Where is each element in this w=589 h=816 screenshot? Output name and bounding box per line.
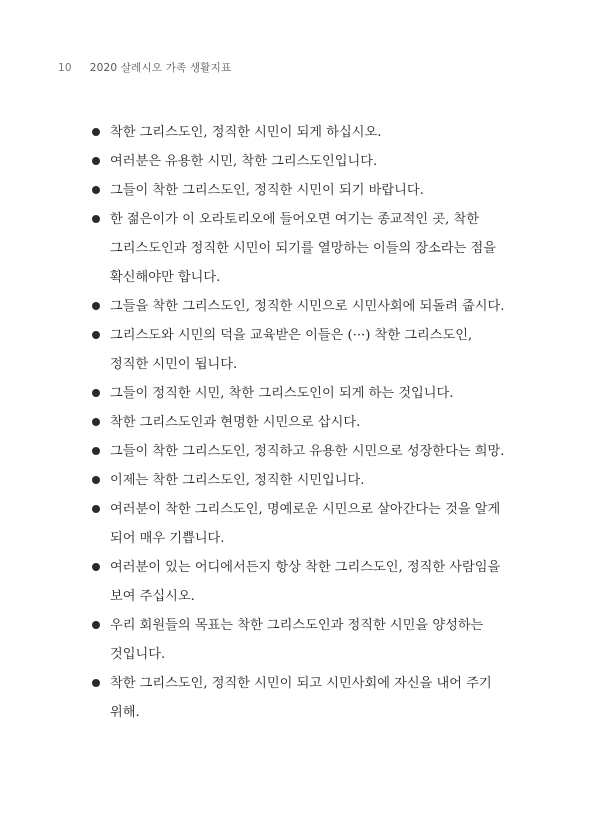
bullet-icon [92, 447, 100, 455]
list-item [92, 292, 512, 321]
bullet-icon [92, 476, 100, 484]
list-item [92, 147, 512, 176]
list-item-text: 그들이 착한 그리스도인, 정직한 시민이 되기 바랍니다. [110, 183, 424, 198]
bullet-icon [92, 418, 100, 426]
bullet-icon [92, 389, 100, 397]
list-item [92, 118, 512, 147]
bullet-icon [92, 563, 100, 571]
list-item-text: 이제는 착한 그리스도인, 정직한 시민입니다. [110, 473, 365, 488]
bullet-icon [92, 157, 100, 165]
list-item-text: 우리 회원들의 목표는 착한 그리스도인과 정직한 시민을 양성하는 것입니다. [110, 618, 484, 662]
bullet-icon [92, 679, 100, 687]
list-item-text: 그들을 착한 그리스도인, 정직한 시민으로 시민사회에 되돌려 줍시다. [110, 299, 505, 314]
page-number: 10 [58, 62, 72, 74]
list-item-text: 착한 그리스도인과 현명한 시민으로 삽시다. [110, 415, 361, 430]
bullet-icon [92, 128, 100, 136]
bullet-icon [92, 186, 100, 194]
bullet-icon [92, 215, 100, 223]
list-item [92, 669, 512, 727]
list-item [92, 495, 512, 553]
list-item-text: 그들이 정직한 시민, 착한 그리스도인이 되게 하는 것입니다. [110, 386, 454, 401]
quote-list [92, 118, 512, 727]
list-item [92, 321, 512, 379]
list-item-text: 착한 그리스도인, 정직한 시민이 되게 하십시오. [110, 125, 382, 140]
list-item-text: 한 젊은이가 이 오라토리오에 들어오면 여기는 종교적인 곳, 착한 그리스도인과 정직한 시민이 되기를 열망하는 이들의 장소라는 점을 확신해야만 합니다. [110, 212, 497, 285]
list-item [92, 408, 512, 437]
list-item [92, 379, 512, 408]
list-item-text: 여러분이 있는 어디에서든지 항상 착한 그리스도인, 정직한 사람임을 보여 주십시오. [110, 560, 501, 604]
list-item [92, 437, 512, 466]
list-item-text: 여러분이 착한 그리스도인, 명예로운 시민으로 살아간다는 것을 알게 되어 매우 기쁩니다. [110, 502, 501, 546]
list-item [92, 466, 512, 495]
list-item [92, 176, 512, 205]
list-item [92, 205, 512, 292]
bullet-icon [92, 621, 100, 629]
bullet-icon [92, 331, 100, 339]
running-header [58, 60, 231, 75]
list-item-text: 착한 그리스도인, 정직한 시민이 되고 시민사회에 자신을 내어 주기 위해. [110, 676, 492, 720]
list-item [92, 553, 512, 611]
list-item-text: 그리스도와 시민의 덕을 교육받은 이들은 (···) 착한 그리스도인, 정직한 시민이 됩니다. [110, 328, 473, 372]
list-item-text: 여러분은 유용한 시민, 착한 그리스도인입니다. [110, 154, 378, 169]
list-item-text: 그들이 착한 그리스도인, 정직하고 유용한 시민으로 성장한다는 희망. [110, 444, 505, 459]
list-item [92, 611, 512, 669]
bullet-icon [92, 302, 100, 310]
bullet-icon [92, 505, 100, 513]
running-title: 2020 살레시오 가족 생활지표 [89, 62, 232, 74]
